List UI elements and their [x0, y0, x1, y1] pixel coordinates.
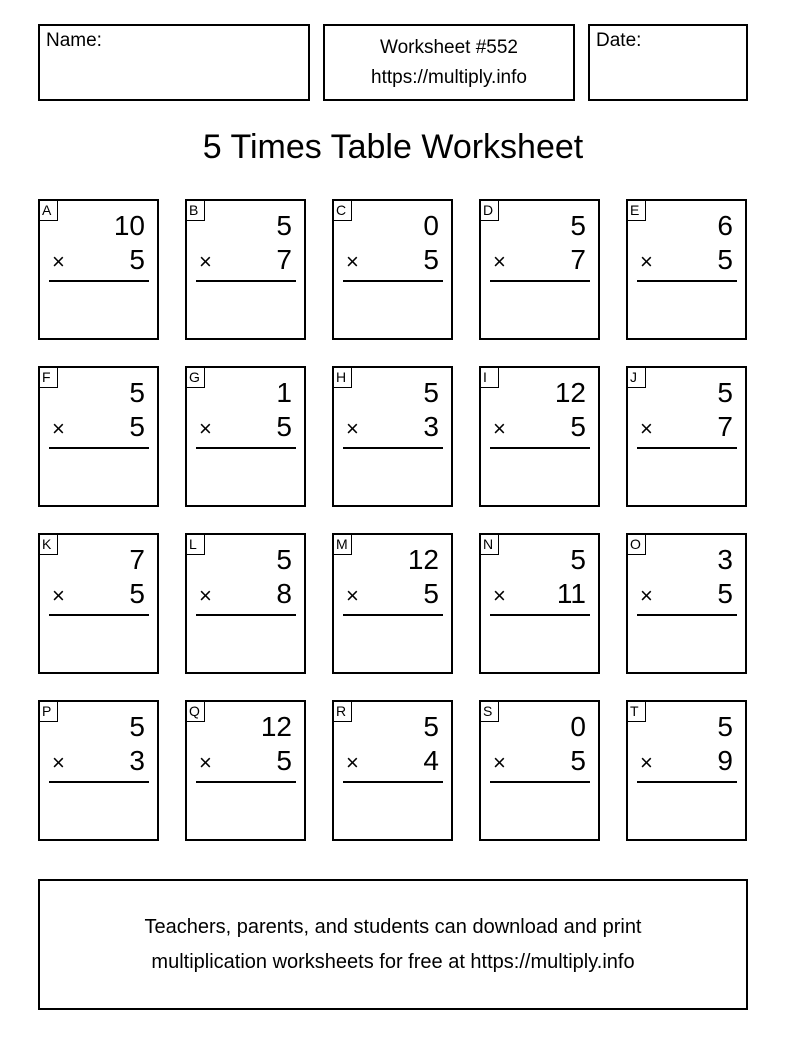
multiplier: 5 — [129, 411, 145, 442]
footer-line-1: Teachers, parents, and students can download and print — [144, 915, 642, 938]
answer-line — [49, 781, 149, 783]
problem-card[interactable] — [185, 199, 306, 340]
problem-letter: G — [187, 368, 205, 388]
times-symbol: × — [199, 249, 212, 274]
answer-line — [343, 280, 443, 282]
times-symbol: × — [640, 416, 653, 441]
multiplier: 7 — [276, 244, 292, 275]
name-field[interactable] — [38, 24, 310, 101]
answer-line — [490, 280, 590, 282]
footer-note — [38, 879, 748, 1010]
problem-card[interactable] — [626, 366, 747, 507]
answer-line — [637, 781, 737, 783]
multiplier: 5 — [717, 244, 733, 275]
multiplicand: 5 — [129, 711, 145, 742]
problem-card[interactable] — [38, 366, 159, 507]
multiplicand: 10 — [113, 210, 145, 241]
problem-card[interactable] — [38, 533, 159, 674]
problem-card[interactable] — [626, 700, 747, 841]
worksheet-number: Worksheet #552 — [379, 36, 518, 58]
times-symbol: × — [199, 750, 212, 775]
problem-letter: P — [40, 702, 58, 722]
answer-line — [49, 280, 149, 282]
multiplier: 5 — [276, 745, 292, 776]
multiplicand: 1 — [276, 377, 292, 408]
answer-line — [637, 614, 737, 616]
answer-line — [637, 447, 737, 449]
answer-line — [196, 781, 296, 783]
times-symbol: × — [199, 416, 212, 441]
times-symbol: × — [493, 583, 506, 608]
multiplicand: 7 — [129, 544, 145, 575]
answer-line — [49, 614, 149, 616]
times-symbol: × — [346, 583, 359, 608]
page-title: 5 Times Table Worksheet — [202, 128, 584, 166]
answer-line — [490, 614, 590, 616]
answer-line — [196, 614, 296, 616]
times-symbol: × — [52, 583, 65, 608]
problem-card[interactable] — [479, 533, 600, 674]
multiplier: 3 — [129, 745, 145, 776]
problem-card[interactable] — [185, 366, 306, 507]
multiplier: 4 — [423, 745, 439, 776]
answer-line — [490, 781, 590, 783]
multiplicand: 5 — [717, 377, 733, 408]
problem-letter: M — [334, 535, 352, 555]
footer-line-2: multiplication worksheets for free at https://multiply.info — [151, 950, 635, 973]
answer-line — [343, 614, 443, 616]
problem-letter: O — [628, 535, 646, 555]
multiplicand: 5 — [276, 210, 292, 241]
answer-line — [49, 447, 149, 449]
multiplier: 3 — [423, 411, 439, 442]
multiplicand: 5 — [570, 544, 586, 575]
times-symbol: × — [52, 750, 65, 775]
problem-letter: C — [334, 201, 352, 221]
problem-card[interactable] — [38, 700, 159, 841]
multiplicand: 5 — [276, 544, 292, 575]
problem-card[interactable] — [38, 199, 159, 340]
problem-letter: J — [628, 368, 646, 388]
problem-letter: K — [40, 535, 58, 555]
problem-letter: L — [187, 535, 205, 555]
multiplicand: 12 — [260, 711, 292, 742]
problem-card[interactable] — [185, 533, 306, 674]
times-symbol: × — [346, 750, 359, 775]
problem-card[interactable] — [332, 700, 453, 841]
problem-letter: T — [628, 702, 646, 722]
problem-letter: F — [40, 368, 58, 388]
problem-card[interactable] — [626, 199, 747, 340]
answer-line — [196, 280, 296, 282]
worksheet-info-box — [323, 24, 575, 101]
problem-card[interactable] — [626, 533, 747, 674]
times-symbol: × — [640, 583, 653, 608]
multiplicand: 0 — [423, 210, 439, 241]
multiplicand: 6 — [717, 210, 733, 241]
problem-letter: Q — [187, 702, 205, 722]
multiplier: 7 — [570, 244, 586, 275]
problem-letter: A — [40, 201, 58, 221]
times-symbol: × — [493, 249, 506, 274]
problem-card[interactable] — [479, 366, 600, 507]
problem-card[interactable] — [185, 700, 306, 841]
times-symbol: × — [640, 249, 653, 274]
times-symbol: × — [199, 583, 212, 608]
problem-letter: N — [481, 535, 499, 555]
multiplier: 5 — [570, 411, 586, 442]
answer-line — [196, 447, 296, 449]
multiplier: 5 — [717, 578, 733, 609]
multiplier: 7 — [717, 411, 733, 442]
multiplicand: 5 — [129, 377, 145, 408]
times-symbol: × — [640, 750, 653, 775]
multiplicand: 5 — [717, 711, 733, 742]
multiplier: 5 — [276, 411, 292, 442]
problem-card[interactable] — [332, 199, 453, 340]
problem-card[interactable] — [479, 199, 600, 340]
problem-card[interactable] — [332, 366, 453, 507]
problem-letter: E — [628, 201, 646, 221]
problem-letter: R — [334, 702, 352, 722]
answer-line — [343, 781, 443, 783]
answer-line — [490, 447, 590, 449]
problem-letter: D — [481, 201, 499, 221]
multiplicand: 5 — [570, 210, 586, 241]
multiplicand: 12 — [554, 377, 586, 408]
worksheet-site: https://multiply.info — [371, 66, 527, 88]
problem-letter: B — [187, 201, 205, 221]
multiplier: 5 — [570, 745, 586, 776]
date-field[interactable] — [588, 24, 748, 101]
multiplier: 5 — [129, 578, 145, 609]
multiplicand: 12 — [407, 544, 439, 575]
times-symbol: × — [493, 750, 506, 775]
multiplier: 8 — [276, 578, 292, 609]
name-label: Name: — [46, 30, 102, 51]
multiplier: 5 — [423, 244, 439, 275]
multiplier: 5 — [129, 244, 145, 275]
problem-letter: H — [334, 368, 352, 388]
problem-card[interactable] — [332, 533, 453, 674]
times-symbol: × — [493, 416, 506, 441]
times-symbol: × — [52, 249, 65, 274]
date-label: Date: — [596, 30, 642, 51]
answer-line — [343, 447, 443, 449]
answer-line — [637, 280, 737, 282]
problem-letter: S — [481, 702, 499, 722]
multiplier: 5 — [423, 578, 439, 609]
multiplier: 9 — [717, 745, 733, 776]
problem-card[interactable] — [479, 700, 600, 841]
multiplicand: 0 — [570, 711, 586, 742]
times-symbol: × — [346, 249, 359, 274]
multiplicand: 3 — [717, 544, 733, 575]
multiplicand: 5 — [423, 711, 439, 742]
problem-letter: I — [481, 368, 499, 388]
times-symbol: × — [346, 416, 359, 441]
multiplier: 11 — [556, 578, 586, 609]
times-symbol: × — [52, 416, 65, 441]
multiplicand: 5 — [423, 377, 439, 408]
